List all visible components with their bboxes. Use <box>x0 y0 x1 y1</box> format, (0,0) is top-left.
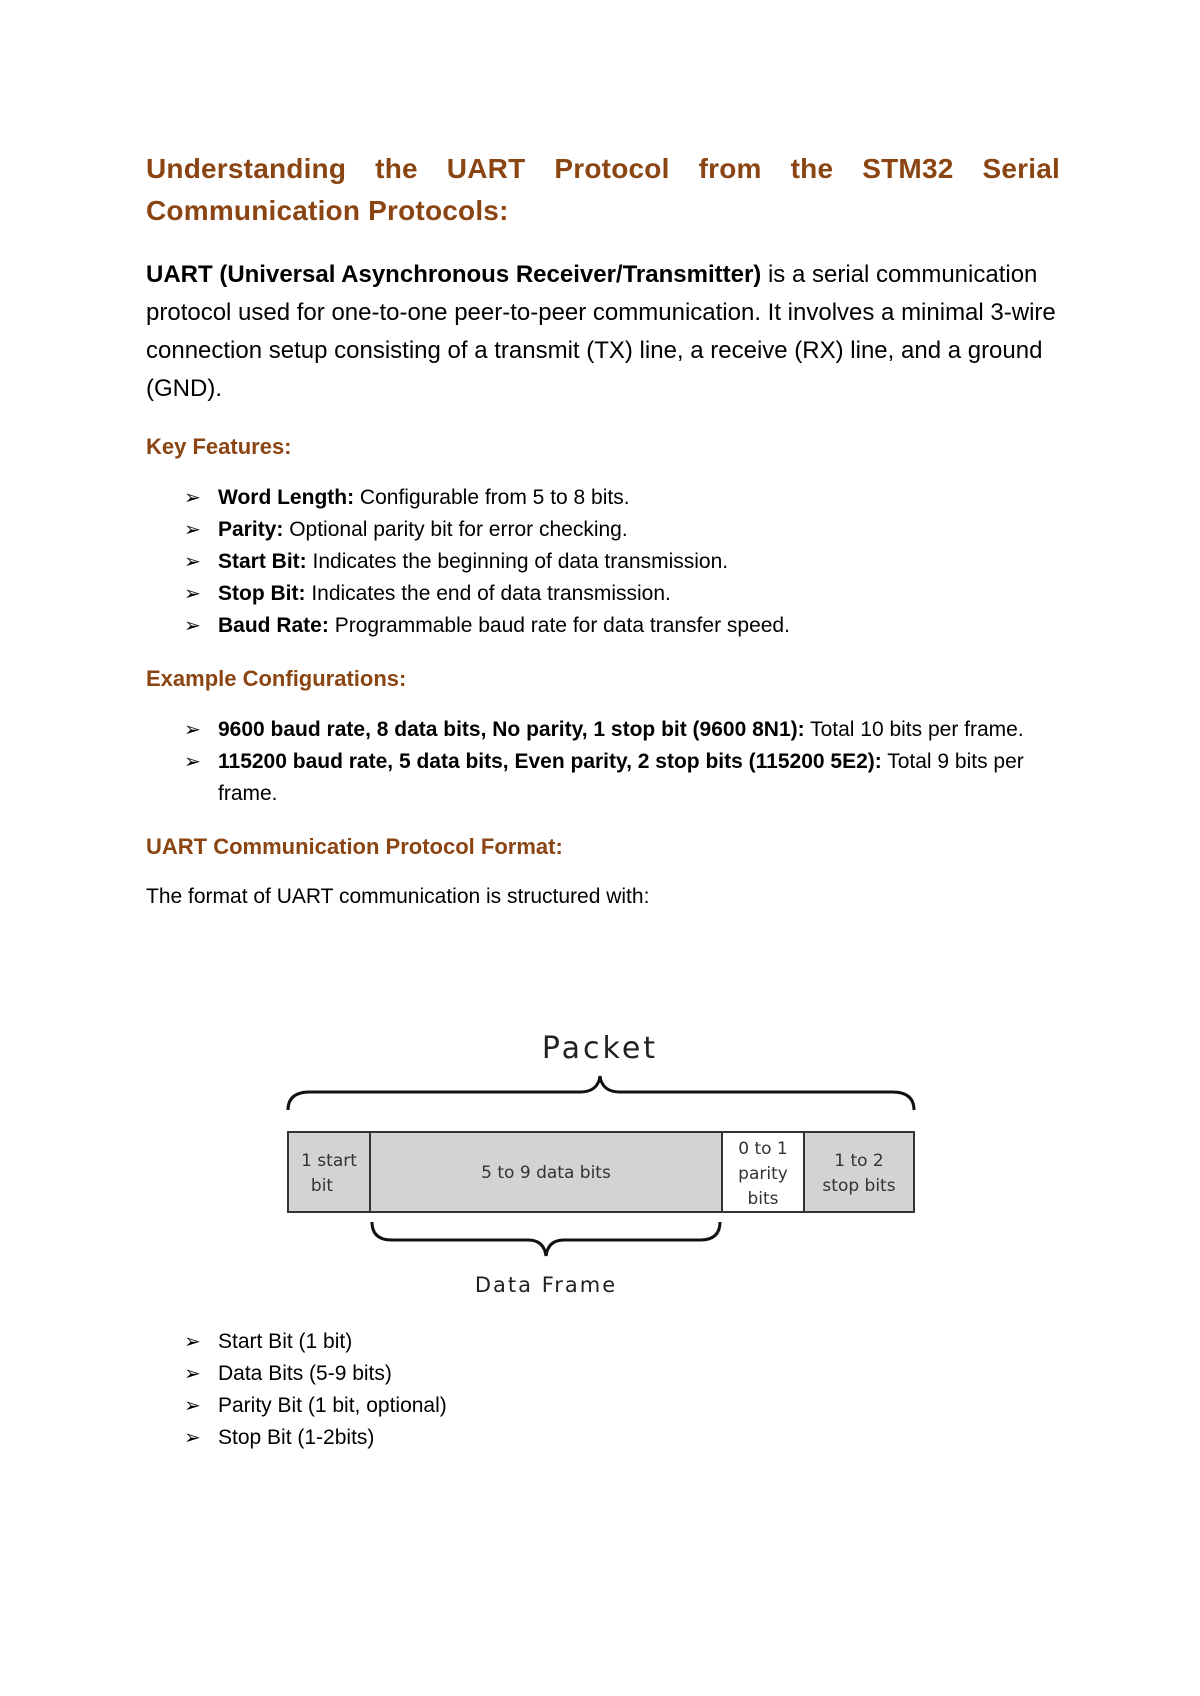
page-title: Understanding the UART Protocol from the STM32 Serial Communication Protocols: <box>146 153 1060 226</box>
parity-label-line3: bits <box>747 1189 779 1209</box>
frame-structure-list <box>146 1326 1060 1454</box>
list-item <box>146 1358 1060 1390</box>
arrow-bullet-icon: ➢ <box>184 1427 201 1449</box>
list-item <box>146 1390 1060 1422</box>
item-label: 115200 baud rate, 5 data bits, Even parity, 2 stop bits (115200 5E2): <box>218 750 882 773</box>
key-features-list <box>146 482 1060 642</box>
example-configurations-list <box>146 714 1060 810</box>
parity-label-line2: parity <box>738 1164 788 1184</box>
item-label: Word Length: <box>218 486 355 509</box>
item-label: 9600 baud rate, 8 data bits, No parity, 1 stop bit (9600 8N1): <box>218 718 805 741</box>
list-item <box>146 546 1060 578</box>
arrow-bullet-icon: ➢ <box>184 519 201 541</box>
item-text: Total 10 bits per frame. <box>804 718 1024 741</box>
arrow-bullet-icon: ➢ <box>184 1331 201 1353</box>
arrow-bullet-icon: ➢ <box>184 487 201 509</box>
item-text: Indicates the beginning of data transmission. <box>306 550 729 573</box>
start-bit-label-line1: 1 start <box>301 1151 357 1171</box>
list-item <box>146 578 1060 610</box>
arrow-bullet-icon: ➢ <box>184 551 201 573</box>
item-text: Start Bit (1 bit) <box>218 1330 353 1353</box>
item-text: Programmable baud rate for data transfer speed. <box>328 614 790 637</box>
example-configurations-heading: Example Configurations: <box>146 666 407 691</box>
item-text: Configurable from 5 to 8 bits. <box>354 486 630 509</box>
item-label: Stop Bit: <box>218 582 306 605</box>
item-text: Stop Bit (1-2bits) <box>218 1426 375 1449</box>
packet-label: Packet <box>541 1031 659 1066</box>
protocol-format-heading: UART Communication Protocol Format: <box>146 834 563 859</box>
start-bit-cell <box>288 1132 370 1212</box>
item-text: Total 9 bits per frame. <box>218 750 1024 805</box>
intro-bold-term: UART (Universal Asynchronous Receiver/Transmitter) <box>146 261 762 288</box>
item-label: Baud Rate: <box>218 614 329 637</box>
item-label: Start Bit: <box>218 550 307 573</box>
item-text: Parity Bit (1 bit, optional) <box>218 1394 447 1417</box>
arrow-bullet-icon: ➢ <box>184 751 201 773</box>
arrow-bullet-icon: ➢ <box>184 615 201 637</box>
arrow-bullet-icon: ➢ <box>184 583 201 605</box>
list-item <box>146 610 1060 642</box>
item-text: Data Bits (5-9 bits) <box>218 1362 392 1385</box>
data-frame-label: Data Frame <box>474 1273 618 1297</box>
packet-diagram-svg <box>280 1010 920 1310</box>
parity-label-line1: 0 to 1 <box>738 1139 788 1159</box>
item-text: Indicates the end of data transmission. <box>305 582 671 605</box>
stop-bits-label-line1: 1 to 2 <box>834 1151 884 1171</box>
arrow-bullet-icon: ➢ <box>184 719 201 741</box>
item-label: Parity: <box>218 518 284 541</box>
stop-bits-cell <box>804 1132 914 1212</box>
document-page <box>146 148 1060 912</box>
intro-text: is a serial communication protocol used for one-to-one peer-to-peer communication. It involves a minimal 3-wire connection setup consisting of a transmit (TX) line, a receive (RX) line, and a ground (GND). <box>146 261 1056 402</box>
packet-brace <box>288 1076 914 1110</box>
data-frame-brace <box>372 1222 720 1256</box>
key-features-heading: Key Features: <box>146 434 292 459</box>
list-item <box>146 1326 1060 1358</box>
list-item <box>146 746 1060 810</box>
arrow-bullet-icon: ➢ <box>184 1395 201 1417</box>
intro-paragraph <box>146 256 1060 408</box>
list-item <box>146 1422 1060 1454</box>
uart-packet-diagram <box>280 1010 920 1310</box>
list-item <box>146 514 1060 546</box>
item-text: Optional parity bit for error checking. <box>283 518 628 541</box>
list-item <box>146 482 1060 514</box>
protocol-format-text: The format of UART communication is structured with: <box>146 885 650 908</box>
start-bit-label-line2: bit <box>310 1176 334 1196</box>
list-item <box>146 714 1060 746</box>
structure-section <box>146 1326 1060 1476</box>
data-bits-label: 5 to 9 data bits <box>481 1163 611 1183</box>
stop-bits-label-line2: stop bits <box>822 1176 896 1196</box>
arrow-bullet-icon: ➢ <box>184 1363 201 1385</box>
